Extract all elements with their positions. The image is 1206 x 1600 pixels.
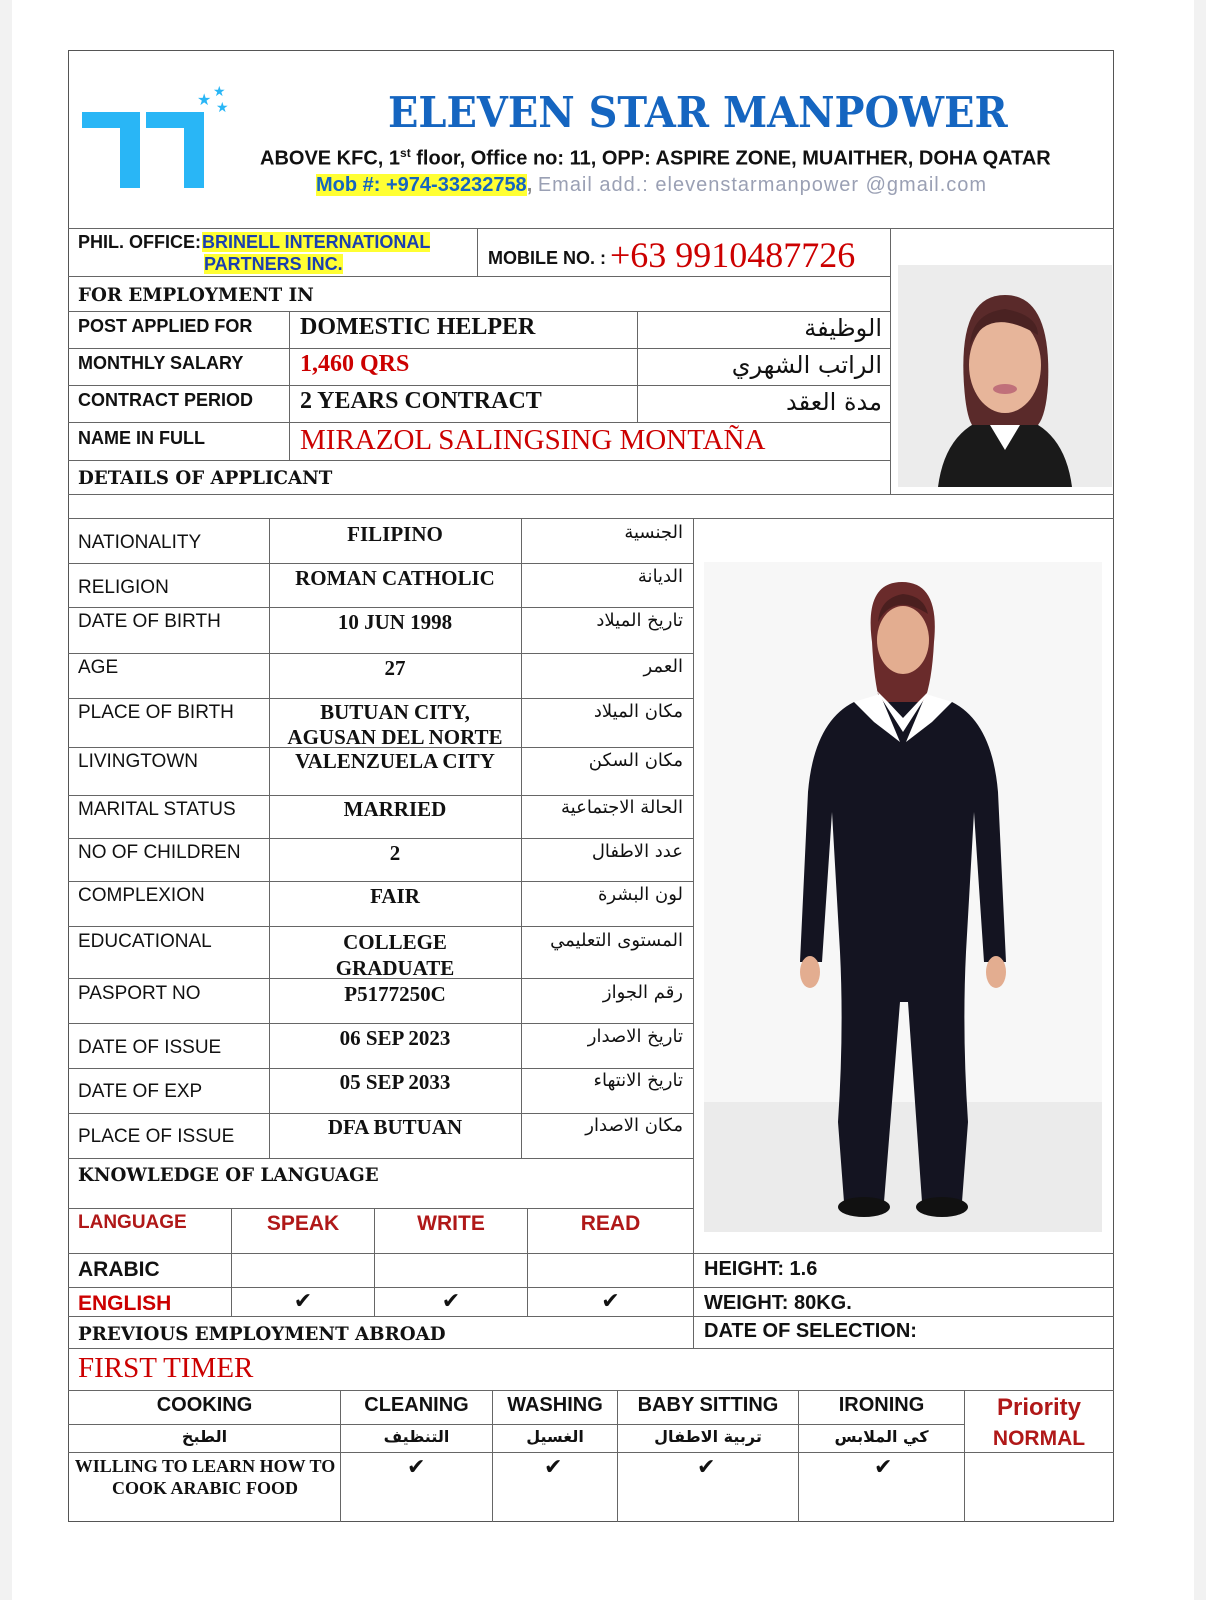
divider xyxy=(68,1424,964,1425)
mobile-label: MOBILE NO. : xyxy=(488,248,606,268)
skill-cleaning-ar: التنظيف xyxy=(383,1427,450,1446)
divider xyxy=(68,1253,1114,1254)
details-section-title: DETAILS OF APPLICANT xyxy=(78,467,333,489)
logo-eleven-icon xyxy=(82,80,242,200)
divider xyxy=(289,311,290,460)
company-address xyxy=(260,146,1051,171)
mobile-value[interactable]: +63 9910487726 xyxy=(610,235,856,275)
detail-value: 10 JUN 1998 xyxy=(337,610,453,634)
skill-ironing-check: ✔ xyxy=(874,1455,893,1480)
application-sheet xyxy=(12,0,1194,1600)
svg-text:★: ★ xyxy=(213,84,226,100)
full-body-photo-icon xyxy=(704,562,1102,1232)
skill-cleaning-en: CLEANING xyxy=(364,1394,469,1416)
divider xyxy=(693,518,694,1348)
english-read-check: ✔ xyxy=(601,1289,620,1314)
separator: , xyxy=(526,174,538,196)
detail-value-line1: BUTUAN CITY, xyxy=(320,700,470,724)
salary-arabic: الراتب الشهري xyxy=(731,351,882,379)
company-logo xyxy=(82,80,242,200)
divider xyxy=(68,838,693,839)
english-write-check: ✔ xyxy=(441,1289,461,1314)
skill-ironing-en: IRONING xyxy=(838,1394,925,1416)
detail-value-line2: GRADUATE xyxy=(335,956,455,980)
address-prefix: ABOVE KFC, 1 xyxy=(260,147,401,170)
svg-text:★: ★ xyxy=(197,90,212,109)
company-name: ELEVEN STAR MANPOWER xyxy=(388,88,1008,137)
detail-label: NATIONALITY xyxy=(78,532,202,553)
language-arabic: ARABIC xyxy=(78,1258,160,1281)
skill-cleaning-check: ✔ xyxy=(407,1455,426,1480)
divider xyxy=(68,385,890,386)
divider xyxy=(68,348,890,349)
name-value: MIRAZOL SALINGSING MONTAÑA xyxy=(300,424,766,456)
post-applied-label: POST APPLIED FOR xyxy=(78,316,253,336)
detail-value: 2 xyxy=(389,841,401,865)
detail-arabic: الحالة الاجتماعية xyxy=(561,797,683,818)
detail-arabic: تاريخ الميلاد xyxy=(596,610,683,631)
previous-section-title: PREVIOUS EMPLOYMENT ABROAD xyxy=(78,1323,446,1345)
read-header: READ xyxy=(580,1212,641,1235)
divider xyxy=(637,311,638,422)
divider xyxy=(68,422,890,423)
skill-ironing-ar: كي الملابس xyxy=(834,1427,929,1446)
divider xyxy=(68,926,693,927)
divider xyxy=(68,1113,693,1114)
divider xyxy=(68,228,1114,229)
contract-label: CONTRACT PERIOD xyxy=(78,390,253,410)
priority-value: NORMAL xyxy=(992,1427,1086,1450)
divider xyxy=(68,795,693,796)
priority-label: Priority xyxy=(996,1394,1082,1421)
divider xyxy=(68,1348,1114,1349)
divider xyxy=(477,228,478,276)
detail-label: AGE xyxy=(78,657,119,678)
detail-label: EDUCATIONAL xyxy=(78,931,212,952)
divider xyxy=(68,1452,1114,1453)
headshot-photo-icon xyxy=(898,265,1112,487)
detail-value: 27 xyxy=(384,656,406,680)
company-email[interactable]: Email add.: elevenstarmanpower @gmail.com xyxy=(537,174,988,196)
detail-label: DATE OF BIRTH xyxy=(78,611,221,632)
detail-label: COMPLEXION xyxy=(78,885,205,906)
detail-value: FAIR xyxy=(370,884,420,908)
previous-value: FIRST TIMER xyxy=(78,1352,254,1384)
detail-arabic: رقم الجواز xyxy=(602,982,683,1003)
language-header: LANGUAGE xyxy=(78,1212,187,1233)
contract-arabic: مدة العقد xyxy=(786,388,882,416)
speak-header: SPEAK xyxy=(266,1212,340,1235)
detail-arabic: مكان الاصدار xyxy=(585,1115,683,1136)
detail-label: MARITAL STATUS xyxy=(78,799,236,820)
divider xyxy=(68,1158,693,1159)
detail-value-line1: COLLEGE xyxy=(343,930,447,954)
employment-section-title: FOR EMPLOYMENT IN xyxy=(78,284,314,306)
detail-value: P5177250C xyxy=(344,982,446,1006)
skill-babysitting-check: ✔ xyxy=(697,1455,716,1480)
phil-office-line2: PARTNERS INC. xyxy=(204,254,343,274)
svg-text:★: ★ xyxy=(216,100,229,116)
company-mobile[interactable]: Mob #: +974-33232758 xyxy=(316,174,527,196)
applicant-full-photo xyxy=(704,562,1102,1232)
detail-arabic: الجنسية xyxy=(624,522,683,543)
date-of-selection: DATE OF SELECTION: xyxy=(704,1320,917,1342)
skill-babysitting-en: BABY SITTING xyxy=(637,1394,779,1416)
detail-arabic: المستوى التعليمي xyxy=(550,930,683,951)
divider xyxy=(68,653,693,654)
applicant-headshot xyxy=(898,265,1112,487)
weight-value: WEIGHT: 80KG. xyxy=(704,1292,852,1314)
height-value: HEIGHT: 1.6 xyxy=(704,1258,818,1280)
post-applied-value: DOMESTIC HELPER xyxy=(300,314,536,340)
detail-label: DATE OF EXP xyxy=(78,1081,203,1102)
phil-office-line1: BRINELL INTERNATIONAL xyxy=(202,232,431,252)
language-english: ENGLISH xyxy=(78,1292,172,1315)
phil-office-label: PHIL. OFFICE: xyxy=(78,232,201,252)
detail-arabic: الديانة xyxy=(637,566,683,587)
detail-arabic: لون البشرة xyxy=(597,884,683,905)
divider xyxy=(68,276,890,277)
english-speak-check: ✔ xyxy=(293,1289,313,1314)
detail-arabic: عدد الاطفال xyxy=(591,841,683,862)
divider xyxy=(68,518,1114,519)
detail-value xyxy=(270,700,520,750)
detail-label: PASPORT NO xyxy=(78,983,201,1004)
skill-washing-en: WASHING xyxy=(507,1394,603,1416)
detail-arabic: تاريخ الانتهاء xyxy=(593,1070,683,1091)
detail-arabic: تاريخ الاصدار xyxy=(587,1026,683,1047)
detail-value: ROMAN CATHOLIC xyxy=(295,566,495,590)
skill-washing-ar: الغسيل xyxy=(526,1427,584,1446)
detail-value: VALENZUELA CITY xyxy=(295,749,495,773)
contract-value: 2 YEARS CONTRACT xyxy=(300,388,542,414)
skill-cooking-value: WILLING TO LEARN HOW TO COOK ARABIC FOOD xyxy=(74,1456,336,1498)
detail-label: RELIGION xyxy=(78,577,169,598)
detail-value: 05 SEP 2033 xyxy=(339,1070,451,1094)
divider xyxy=(68,460,890,461)
divider xyxy=(68,494,1114,495)
name-label: NAME IN FULL xyxy=(78,428,205,448)
address-sup: st xyxy=(400,146,411,160)
detail-label: PLACE OF BIRTH xyxy=(78,702,234,723)
detail-value: FILIPINO xyxy=(347,522,443,546)
detail-value-line2: AGUSAN DEL NORTE xyxy=(287,725,503,749)
detail-arabic: مكان الميلاد xyxy=(593,701,683,722)
phil-office-name xyxy=(202,231,430,275)
detail-label: PLACE OF ISSUE xyxy=(78,1126,235,1147)
divider xyxy=(68,311,890,312)
salary-label: MONTHLY SALARY xyxy=(78,353,244,373)
divider xyxy=(68,1208,693,1209)
detail-label: LIVINGTOWN xyxy=(78,751,198,772)
detail-label: DATE OF ISSUE xyxy=(78,1037,222,1058)
skill-babysitting-ar: تربية الاطفال xyxy=(654,1427,762,1446)
divider xyxy=(68,1068,693,1069)
divider xyxy=(68,698,693,699)
language-section-title: KNOWLEDGE OF LANGUAGE xyxy=(78,1164,379,1186)
detail-arabic: مكان السكن xyxy=(588,750,683,771)
detail-value: DFA BUTUAN xyxy=(327,1115,463,1139)
divider xyxy=(890,228,891,494)
divider xyxy=(68,607,693,608)
divider xyxy=(68,1023,693,1024)
detail-value: 06 SEP 2023 xyxy=(339,1026,451,1050)
detail-value: MARRIED xyxy=(343,797,447,821)
skill-cooking-ar: الطبخ xyxy=(181,1427,228,1446)
divider xyxy=(68,1287,1114,1288)
write-header: WRITE xyxy=(417,1212,485,1235)
post-applied-arabic: الوظيفة xyxy=(804,314,882,342)
divider xyxy=(68,563,693,564)
detail-arabic: العمر xyxy=(643,656,683,677)
divider xyxy=(68,881,693,882)
detail-value xyxy=(270,929,520,981)
detail-label: NO OF CHILDREN xyxy=(78,842,241,863)
skill-cooking-en: COOKING xyxy=(156,1394,253,1416)
contact-line xyxy=(316,174,987,197)
divider xyxy=(68,1390,1114,1391)
address-rest: floor, Office no: 11, OPP: ASPIRE ZONE, MUAITHER, DOHA QATAR xyxy=(410,147,1051,170)
skill-washing-check: ✔ xyxy=(544,1455,563,1480)
salary-value: 1,460 QRS xyxy=(300,351,410,377)
divider xyxy=(68,1316,1114,1317)
